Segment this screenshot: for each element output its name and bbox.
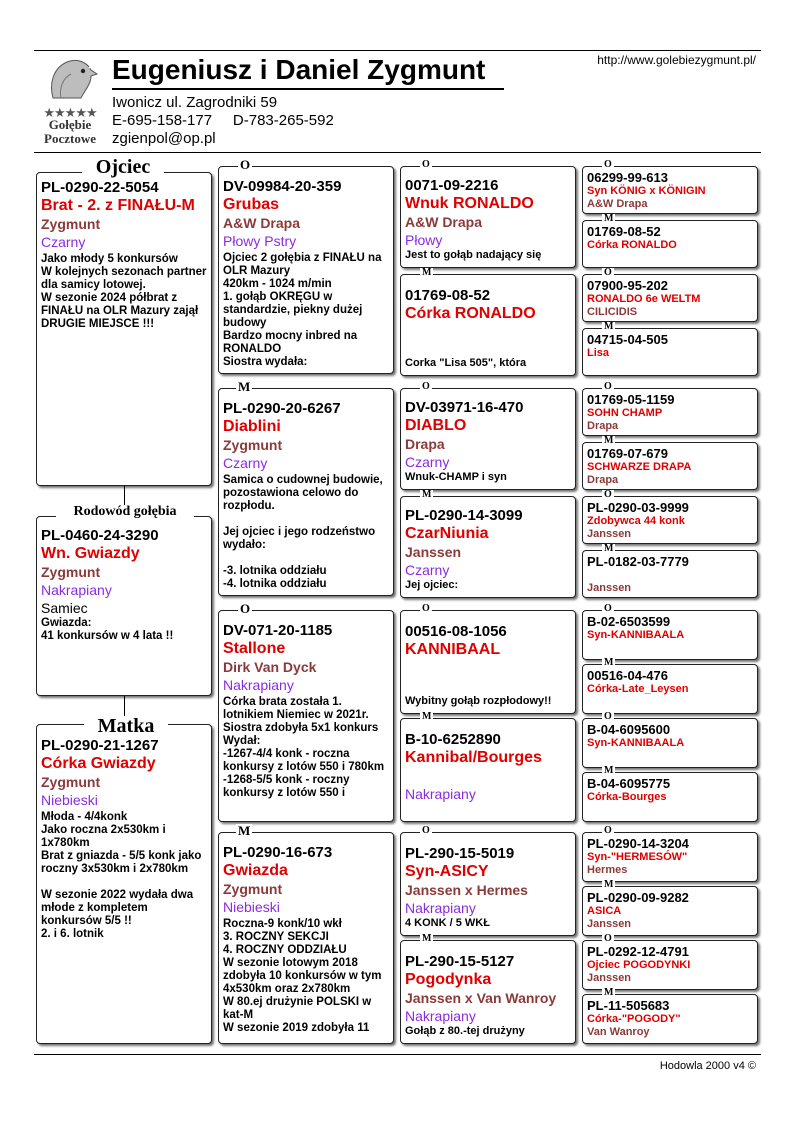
phones <box>112 112 334 130</box>
ring-number: PL-290-15-5127 <box>405 953 515 970</box>
label-o: O <box>604 489 612 500</box>
pigeon-name: Zdobywca 44 konk <box>587 515 685 527</box>
color: Nakrapiany <box>41 582 112 598</box>
email[interactable]: zgienpol@op.pl <box>112 130 216 147</box>
description: Gołąb z 80.-tej drużyny <box>405 1025 525 1037</box>
label-father: Ojciec <box>82 157 164 177</box>
card-g5[interactable] <box>582 388 758 436</box>
ring-number: 04715-04-505 <box>587 332 668 347</box>
label-o: O <box>604 825 612 836</box>
card-g7[interactable] <box>582 496 758 544</box>
ring-number: PL-0290-09-9282 <box>587 890 689 905</box>
pigeon-name: RONALDO 6e WELTM <box>587 293 701 305</box>
color: Płowy <box>405 232 443 248</box>
breed: Drapa <box>587 420 619 432</box>
description: Samica o cudownej budowie, pozostawiona celowo do rozpłodu. Jej ojciec i jego rodzeństwo wydało: -3. lotnika oddziału -4. lotnika oddziału <box>223 474 383 590</box>
pigeon-name: Wnuk RONALDO <box>405 195 534 212</box>
pigeon-name <box>587 569 753 582</box>
color: Nakrapiany <box>405 900 476 916</box>
breed: Van Wanroy <box>587 1026 650 1038</box>
pigeon-name: Gwiazda <box>223 862 288 879</box>
pigeon-name: Pogodynka <box>405 971 492 988</box>
card-mmf[interactable] <box>400 832 576 936</box>
description: Młoda - 4/4konk Jako roczna 2x530km i 1x780km Brat z gniazda - 5/5 konk jako roczny 3x530km i 2x780km W sezonie 2022 wydała dwa młode z kompletem konkursów 5/5 !! 2. i 6. lotnik <box>41 811 202 940</box>
logo-stars: ★★★★★ <box>43 105 97 120</box>
breed: Zygmunt <box>41 564 101 580</box>
pigeon-name: Kannibal/Bourges <box>405 749 542 766</box>
card-g1[interactable] <box>582 166 758 214</box>
label-m: M <box>604 213 614 224</box>
label-m: M <box>604 657 614 668</box>
color: Nakrapiany <box>405 1008 476 1024</box>
description: Roczna-9 konk/10 wkł 3. ROCZNY SEKCJI 4. ROCZNY ODDZIAŁU W sezonie lotowym 2018 zdobyła 10 konkursów w tym 4x530km oraz 2x780km W 80.ej drużynie POLSKI w kat-M W sezonie 2019 zdobyła 11 <box>223 918 382 1034</box>
breed: Janssen x Van Wanroy <box>405 990 557 1006</box>
description: Córka brata została 1. lotnikiem Niemiec w 2021r. Siostra zdobyła 5x1 konkurs Wydał: -1267-4/4 konk - roczna konkursy z lotów 550 i 780km -1268-5/5 konk - roczny konkursy z lotów 550 i <box>223 696 385 799</box>
breed: Janssen x Hermes <box>405 882 528 898</box>
color: Niebieski <box>223 899 280 915</box>
label-m: M <box>422 711 432 722</box>
ring-number: B-02-6503599 <box>587 614 671 629</box>
ring-number: B-10-6252890 <box>405 731 501 748</box>
label-m: M <box>422 489 432 500</box>
ring-number: PL-0292-12-4791 <box>587 944 689 959</box>
label-o: O <box>604 603 612 614</box>
breed: Zygmunt <box>41 216 101 232</box>
ring-number: PL-0290-14-3204 <box>587 836 689 851</box>
card-fff[interactable] <box>400 166 576 268</box>
description: Wnuk-CHAMP i syn <box>405 471 507 483</box>
card-g12[interactable] <box>582 772 758 822</box>
label-o: O <box>604 159 612 170</box>
breed: A&W Drapa <box>223 215 301 231</box>
label-m: M <box>422 267 432 278</box>
card-g6[interactable] <box>582 442 758 490</box>
breed: Zygmunt <box>41 774 101 790</box>
pigeon-name: Syn-KANNIBAALA <box>587 629 685 641</box>
ring-number: PL-0290-22-5054 <box>41 179 159 196</box>
pigeon-head-icon <box>41 54 99 102</box>
label-o: O <box>604 711 612 722</box>
pigeon-name: Córka Gwiazdy <box>41 755 156 772</box>
pigeon-name: CzarNiunia <box>405 525 489 542</box>
card-g4[interactable] <box>582 328 758 376</box>
card-fm[interactable] <box>218 388 394 596</box>
logo-text-2: Pocztowe <box>44 131 96 146</box>
footer-rule <box>34 1054 761 1055</box>
card-fmf[interactable] <box>400 388 576 490</box>
ring-number: DV-071-20-1185 <box>223 622 333 639</box>
pigeon-name: Syn KÖNIG x KÖNIGIN <box>587 185 706 197</box>
color: Płowy Pstry <box>223 233 297 249</box>
card-g3[interactable] <box>582 274 758 322</box>
label-pedigree: Rodowód gołębia <box>56 505 194 519</box>
card-father[interactable] <box>36 172 212 486</box>
pigeon-name: Córka RONALDO <box>587 239 677 251</box>
breeder-name: Eugeniusz i Daniel Zygmunt <box>112 54 486 85</box>
card-mmm[interactable] <box>400 940 576 1044</box>
card-subject[interactable] <box>36 516 212 696</box>
pigeon-name: SCHWARZE DRAPA <box>587 461 692 473</box>
ring-number: 01769-07-679 <box>587 446 668 461</box>
logo <box>34 54 106 144</box>
card-g10[interactable] <box>582 664 758 714</box>
label-mother: Matka <box>84 716 168 736</box>
breed: Hermes <box>587 864 628 876</box>
label-o: O <box>422 159 430 170</box>
card-g11[interactable] <box>582 718 758 768</box>
ring-number: 0071-09-2216 <box>405 177 499 194</box>
card-mother[interactable] <box>36 724 212 1044</box>
label-m: M <box>238 823 251 838</box>
card-mf[interactable] <box>218 610 394 822</box>
color: Czarny <box>223 455 268 471</box>
card-mff[interactable] <box>400 610 576 714</box>
pigeon-name: Córka-Bourges <box>587 791 667 803</box>
ring-number: PL-0290-16-673 <box>223 844 333 861</box>
phone-e: E-695-158-177 <box>112 112 213 129</box>
pigeon-name: Grubas <box>223 196 280 213</box>
color: Niebieski <box>41 792 98 808</box>
sex: Samiec <box>41 600 88 616</box>
description: 4 KONK / 5 WKŁ <box>405 917 490 929</box>
pigeon-name: ASICA <box>587 905 622 917</box>
description: Jako młody 5 konkursów W kolejnych sezonach partner dla samicy lotowej. W sezonie 2024 półbrat z FINAŁU na OLR Mazury zajął DRUGIE MIEJSCE !!! <box>41 253 207 330</box>
breed: Drapa <box>587 474 619 486</box>
label-o: O <box>240 157 251 172</box>
label-m: M <box>604 321 614 332</box>
card-g9[interactable] <box>582 610 758 660</box>
card-ff[interactable] <box>218 166 394 374</box>
pigeon-name: Córka RONALDO <box>405 305 536 322</box>
ring-number: B-04-6095600 <box>587 722 671 737</box>
color: Nakrapiany <box>405 786 476 802</box>
pigeon-name: Lisa <box>587 347 610 359</box>
color: Czarny <box>41 234 86 250</box>
top-rule <box>34 50 761 51</box>
label-o: O <box>422 603 430 614</box>
breed: A&W Drapa <box>405 214 483 230</box>
ring-number: PL-11-505683 <box>587 998 670 1013</box>
ring-number: PL-0182-03-7779 <box>587 554 689 569</box>
breed: Janssen <box>587 582 632 594</box>
label-m: M <box>604 543 614 554</box>
description: Corka "Lisa 505", która <box>405 357 527 369</box>
pigeon-name: Ojciec POGODYNKI <box>587 959 691 971</box>
footer-credit: Hodowla 2000 v4 © <box>659 1060 756 1072</box>
color: Czarny <box>405 454 450 470</box>
label-o: O <box>604 933 612 944</box>
color: Czarny <box>405 562 450 578</box>
pigeon-name: SOHN CHAMP <box>587 407 663 419</box>
ring-number: 01769-08-52 <box>587 224 661 239</box>
description: Jej ojciec: <box>405 579 459 591</box>
breed: Janssen <box>405 544 462 560</box>
label-m: M <box>604 765 614 776</box>
ring-number: PL-0290-14-3099 <box>405 507 523 524</box>
ring-number: PL-0290-03-9999 <box>587 500 689 515</box>
pigeon-name: Wn. Gwiazdy <box>41 545 140 562</box>
website-link[interactable]: http://www.golebiezygmunt.pl/ <box>597 53 756 67</box>
ring-number: 07900-95-202 <box>587 278 668 293</box>
breed: Drapa <box>405 436 445 452</box>
card-g2[interactable] <box>582 220 758 268</box>
card-g16[interactable] <box>582 994 758 1044</box>
ring-number: DV-03971-16-470 <box>405 399 524 416</box>
phone-d: D-783-265-592 <box>232 112 334 129</box>
breed: Janssen <box>587 528 632 540</box>
header-rule <box>34 152 761 153</box>
card-fmm[interactable] <box>400 496 576 598</box>
label-o: O <box>422 825 430 836</box>
label-m: M <box>422 933 432 944</box>
label-m: M <box>238 379 251 394</box>
breed: Zygmunt <box>223 437 283 453</box>
description: Ojciec 2 gołębia z FINAŁU na OLR Mazury 420km - 1024 m/min 1. gołąb OKRĘGU w standardzie, piekny dużej budowy Bardzo mocny inbred na RONALDO Siostra wydała: <box>223 252 382 368</box>
ring-number: 01769-08-52 <box>405 287 491 304</box>
breeder-name-underline <box>112 88 504 90</box>
label-o: O <box>604 267 612 278</box>
pigeon-name: Brat - 2. z FINAŁU-M <box>41 197 195 214</box>
label-o: O <box>604 381 612 392</box>
breed: Dirk Van Dyck <box>223 659 317 675</box>
ring-number: DV-09984-20-359 <box>223 178 342 195</box>
ring-number: 06299-99-613 <box>587 170 668 185</box>
card-ffm[interactable] <box>400 274 576 376</box>
card-g8[interactable] <box>582 550 758 598</box>
pigeon-name: Córka-Late_Leysen <box>587 683 689 695</box>
pigeon-name: KANNIBAAL <box>405 641 501 658</box>
description: Jest to gołąb nadający się <box>405 249 542 261</box>
pigeon-name: Syn-KANNIBAALA <box>587 737 685 749</box>
breed: Zygmunt <box>223 881 283 897</box>
pigeon-name: DIABLO <box>405 417 467 434</box>
ring-number: PL-0290-20-6267 <box>223 400 341 417</box>
pigeon-name: Stallone <box>223 640 286 657</box>
ring-number: 00516-08-1056 <box>405 623 507 640</box>
breed: Janssen <box>587 918 632 930</box>
ring-number: 01769-05-1159 <box>587 392 675 407</box>
description: Wybitny gołąb rozpłodowy!! <box>405 695 552 707</box>
breed: CILICIDIS <box>587 306 638 318</box>
label-m: M <box>604 435 614 446</box>
ring-number: 00516-04-476 <box>587 668 668 683</box>
card-g15[interactable] <box>582 940 758 990</box>
card-g13[interactable] <box>582 832 758 882</box>
ring-number: PL-290-15-5019 <box>405 845 515 862</box>
card-g14[interactable] <box>582 886 758 936</box>
breed: A&W Drapa <box>587 198 648 210</box>
card-mfm[interactable] <box>400 718 576 822</box>
ring-number: PL-0460-24-3290 <box>41 527 159 544</box>
ring-number: PL-0290-21-1267 <box>41 737 159 754</box>
description: Gwiazda: 41 konkursów w 4 lata !! <box>41 617 174 642</box>
address: Iwonicz ul. Zagrodniki 59 <box>112 94 278 111</box>
logo-text-1: Gołębie <box>48 117 92 132</box>
pigeon-name: Syn-ASICY <box>405 863 489 880</box>
card-mm[interactable] <box>218 832 394 1044</box>
pigeon-name: Diablini <box>223 418 281 435</box>
ring-number: B-04-6095775 <box>587 776 671 791</box>
pigeon-name: Syn-"HERMESÓW" <box>587 851 688 863</box>
breed: Janssen <box>587 972 632 984</box>
label-o: O <box>240 601 251 616</box>
pigeon-name: Córka-"POGODY" <box>587 1013 681 1025</box>
label-m: M <box>604 879 614 890</box>
label-m: M <box>604 987 614 998</box>
color: Nakrapiany <box>223 677 294 693</box>
label-o: O <box>422 381 430 392</box>
